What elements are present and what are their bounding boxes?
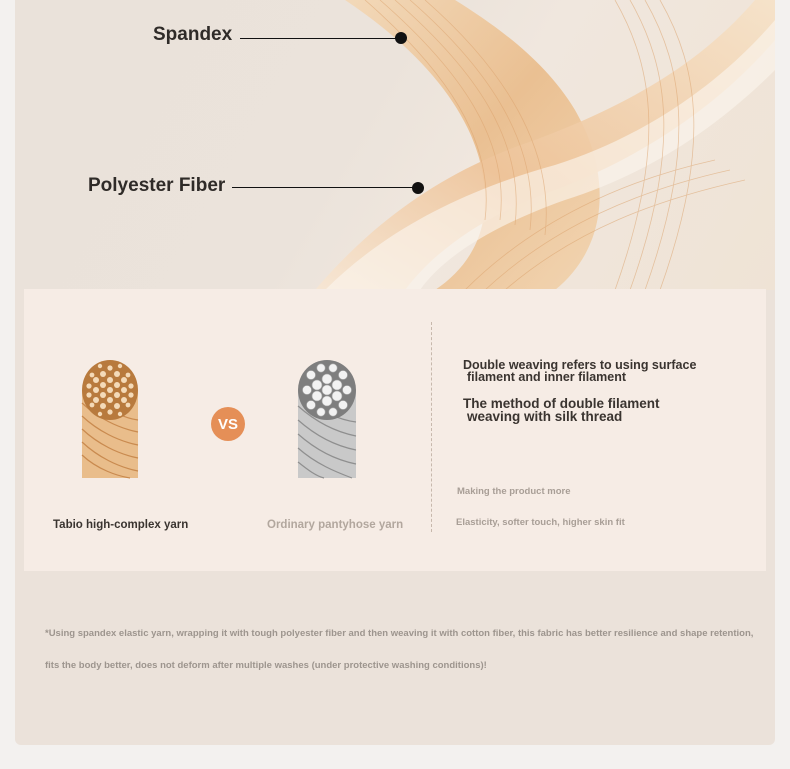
benefit-intro-text: Making the product more (457, 486, 571, 497)
ordinary-yarn-caption: Ordinary pantyhose yarn (267, 519, 404, 531)
polyester-leader-line (232, 187, 418, 188)
description-2-line-2: weaving with silk thread (467, 409, 623, 424)
spandex-marker-dot (395, 32, 407, 44)
description-double-weaving (463, 359, 696, 383)
description-1-line-2: filament and inner filament (467, 370, 627, 384)
polyester-marker-dot (412, 182, 424, 194)
ordinary-yarn-image (294, 358, 360, 480)
benefit-list-text: Elasticity, softer touch, higher skin fit (456, 517, 625, 528)
spandex-leader-line (240, 38, 402, 39)
fabric-footnote: *Using spandex elastic yarn, wrapping it with tough polyester fiber and then weaving it with cotton fiber, this fabric has better resilience and shape retention, fits the body better, does not deform after multiple washes (under protective washing conditions)! (45, 628, 754, 671)
polyester-label: Polyester Fiber (88, 175, 226, 196)
vs-badge: VS (211, 407, 245, 441)
description-1-line-1: Double weaving refers to using surface (463, 358, 697, 372)
spandex-label: Spandex (153, 24, 233, 45)
tabio-yarn-image (78, 358, 142, 480)
tabio-yarn-caption: Tabio high-complex yarn (53, 519, 189, 531)
dashed-divider (431, 322, 432, 532)
description-double-filament (463, 397, 660, 423)
description-2-line-1: The method of double filament (463, 396, 660, 411)
fiber-illustration (15, 0, 775, 290)
